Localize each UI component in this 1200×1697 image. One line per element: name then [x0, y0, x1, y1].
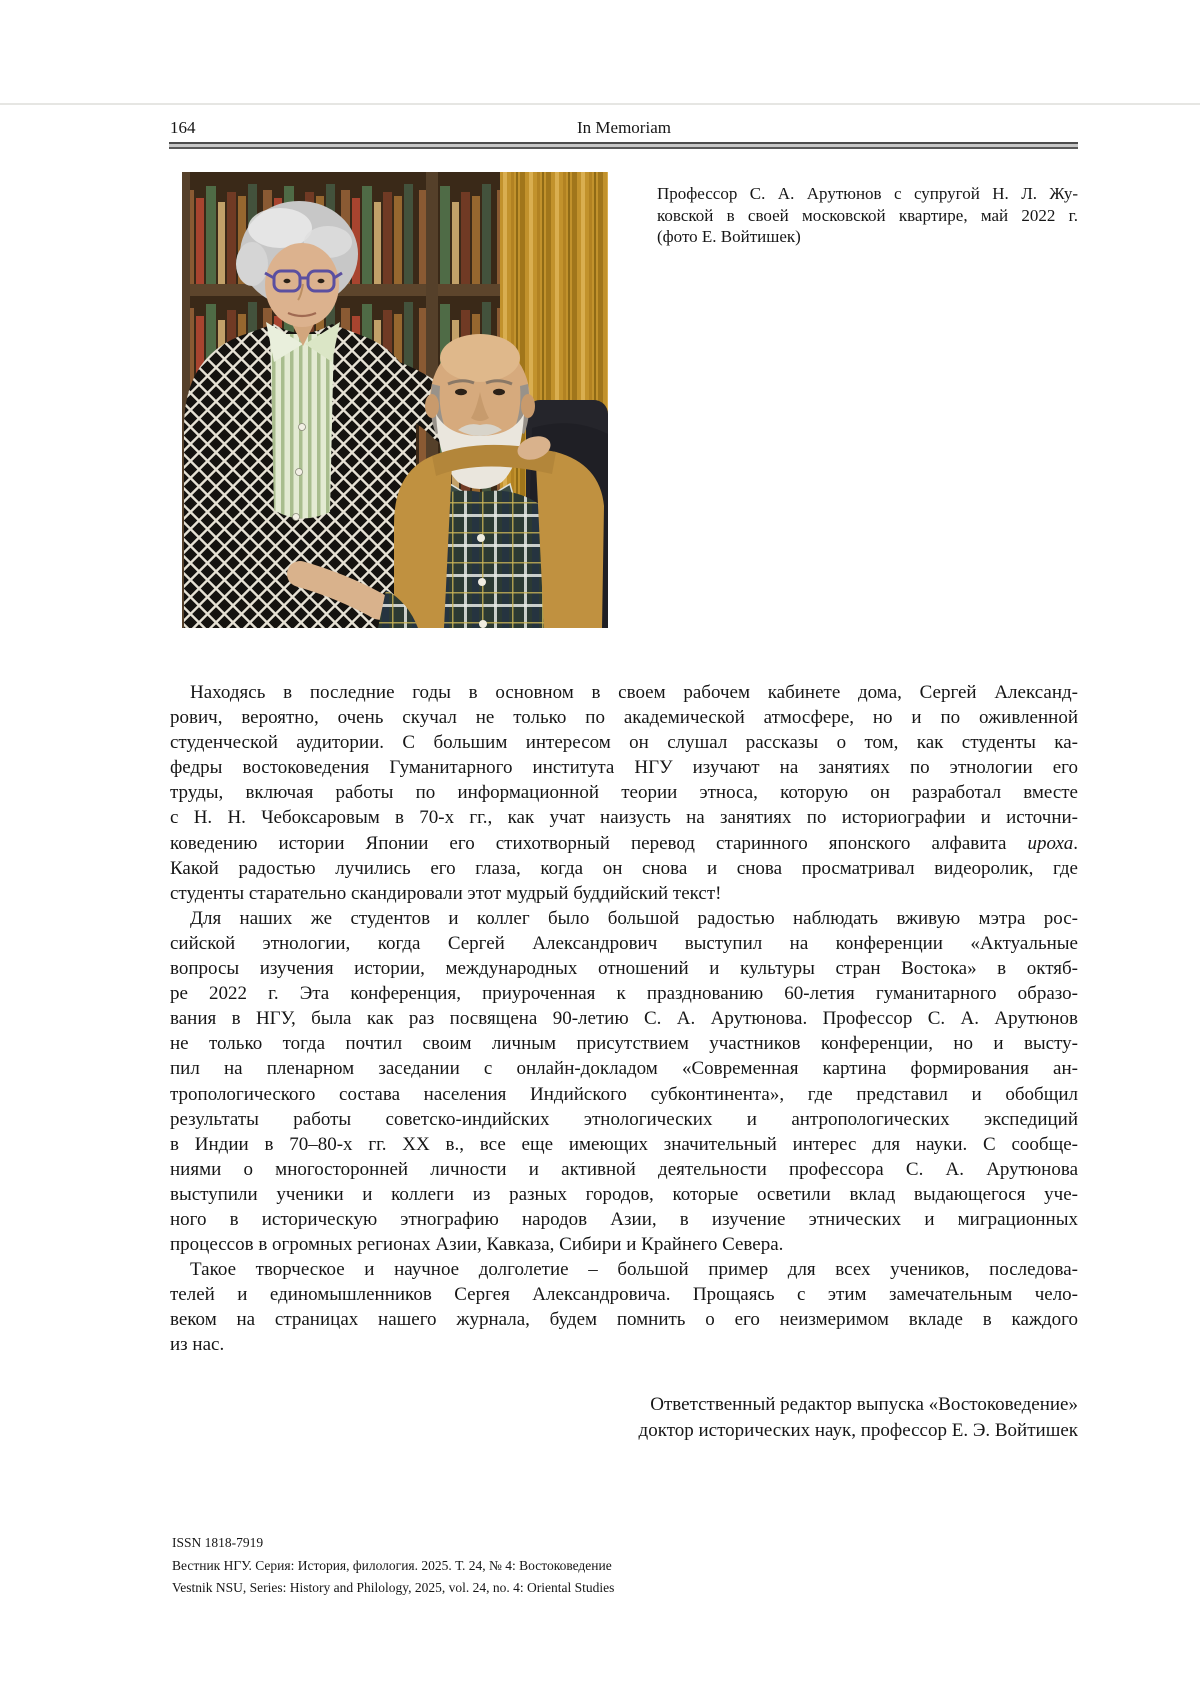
body-line: процессов в огромных регионах Азии, Кавказа, Сибири и Крайнего Севера. [170, 1234, 784, 1256]
running-head: In Memoriam [577, 118, 671, 137]
paragraph [170, 906, 1078, 1257]
caption-line: (фото Е. Войтишек) [657, 227, 801, 246]
body-line: не только тогда почтил своим личным присутствием участников конференции, но и высту- [170, 1033, 1078, 1055]
body-line: вопросы изучения истории, международных отношений и культуры стран Востока» в октяб- [170, 958, 1078, 980]
body-line: в Индии в 70–80-х гг. XX в., все еще имеющих значительный интерес для науки. С сообще- [170, 1133, 1078, 1155]
footer-journal-ru: Вестник НГУ. Серия: История, филология. 2025. Т. 24, № 4: Востоковедение [172, 1557, 612, 1573]
body-line: из нас. [170, 1334, 225, 1356]
body-line: Какой радостью лучились его глаза, когда он снова и снова просматривал видеоролик, где [170, 857, 1078, 879]
photo-arutyunov-zhukovskaya [182, 172, 608, 628]
body-line: студенты старательно скандировали этот мудрый буддийский текст! [170, 882, 722, 904]
paragraph [170, 1257, 1078, 1357]
body-line: рович, вероятно, очень скучал не только по академической атмосфере, но и по оживленной [170, 707, 1078, 729]
body-line: выступили ученики и коллеги из разных городов, которые осветили вклад выдающегося уче- [170, 1183, 1078, 1205]
body-line: ного в историческую этнографию народов Азии, в изучение этнических и миграционных [170, 1208, 1078, 1230]
signature-line: Ответственный редактор выпуска «Востоковедение» [650, 1394, 1078, 1415]
body-line: телей и единомышленников Сергея Александровича. Прощаясь с этим замечательным чело- [170, 1284, 1078, 1306]
body-line: Находясь в последние годы в основном в своем рабочем кабинете дома, Сергей Александ- [190, 682, 1078, 703]
signature-line: доктор исторических наук, профессор Е. Э. Войтишек [638, 1420, 1078, 1441]
header-rule [169, 142, 1078, 149]
editor-signature [170, 1392, 1078, 1444]
page-number: 164 [170, 118, 196, 137]
body-line: ниями о многосторонней личности и активной деятельности профессора С. А. Арутюнова [170, 1158, 1078, 1180]
caption-line: ковской в своей московской квартире, май 2022 г. [657, 205, 1078, 225]
body-line: вания в НГУ, была как раз посвящена 90-летию С. А. Арутюнова. Профессор С. А. Арутюнов [170, 1008, 1078, 1030]
paragraph [170, 680, 1078, 906]
photo-caption [657, 183, 1078, 248]
caption-line: Профессор С. А. Арутюнов с супругой Н. Л. Жу- [657, 184, 1078, 203]
body-line: ре 2022 г. Эта конференция, приуроченная к празднованию 60-летия гуманитарного образо- [170, 983, 1078, 1005]
body-line: результаты работы советско-индийских этнологических и антропологических экспедиций [170, 1108, 1078, 1130]
body-line: пил на пленарном заседании с онлайн-докладом «Современная картина формирования ан- [170, 1058, 1078, 1080]
body-line: коведению истории Японии его стихотворный перевод старинного японского алфавита ироха. [170, 832, 1078, 854]
body-line: веком на страницах нашего журнала, будем помнить о его неизмеримом вкладе в каждого [170, 1309, 1078, 1331]
body-line: сийской этнологии, когда Сергей Александрович выступил на конференции «Актуальные [170, 932, 1078, 954]
body-line: Для наших же студентов и коллег было большой радостью наблюдать вживую мэтра рос- [190, 907, 1078, 929]
scan-edge-line [0, 103, 1200, 105]
body-line: с Н. Н. Чебоксаровым в 70-х гг., как учат наизусть на занятиях по историографии и источни- [170, 807, 1078, 829]
footer-journal-en: Vestnik NSU, Series: History and Philology, 2025, vol. 24, no. 4: Oriental Studies [172, 1580, 615, 1595]
body-line: Такое творческое и научное долголетие – большой пример для всех учеников, последова- [190, 1259, 1078, 1281]
article-body [170, 680, 1078, 1358]
footer-issn: ISSN 1818-7919 [172, 1535, 264, 1550]
journal-footer [172, 1532, 614, 1600]
body-line: тропологического состава населения Индийского субконтинента», где представил и обобщил [170, 1083, 1078, 1105]
body-line: федры востоковедения Гуманитарного института НГУ изучают на занятиях по этнологии его [170, 757, 1078, 779]
body-line: труды, включая работы по информационной теории этноса, которую он разработал вместе [170, 782, 1078, 804]
body-line: студенческой аудитории. С большим интересом он слушал рассказы о том, как студенты ка- [170, 732, 1078, 754]
photo-illustration [182, 172, 608, 628]
